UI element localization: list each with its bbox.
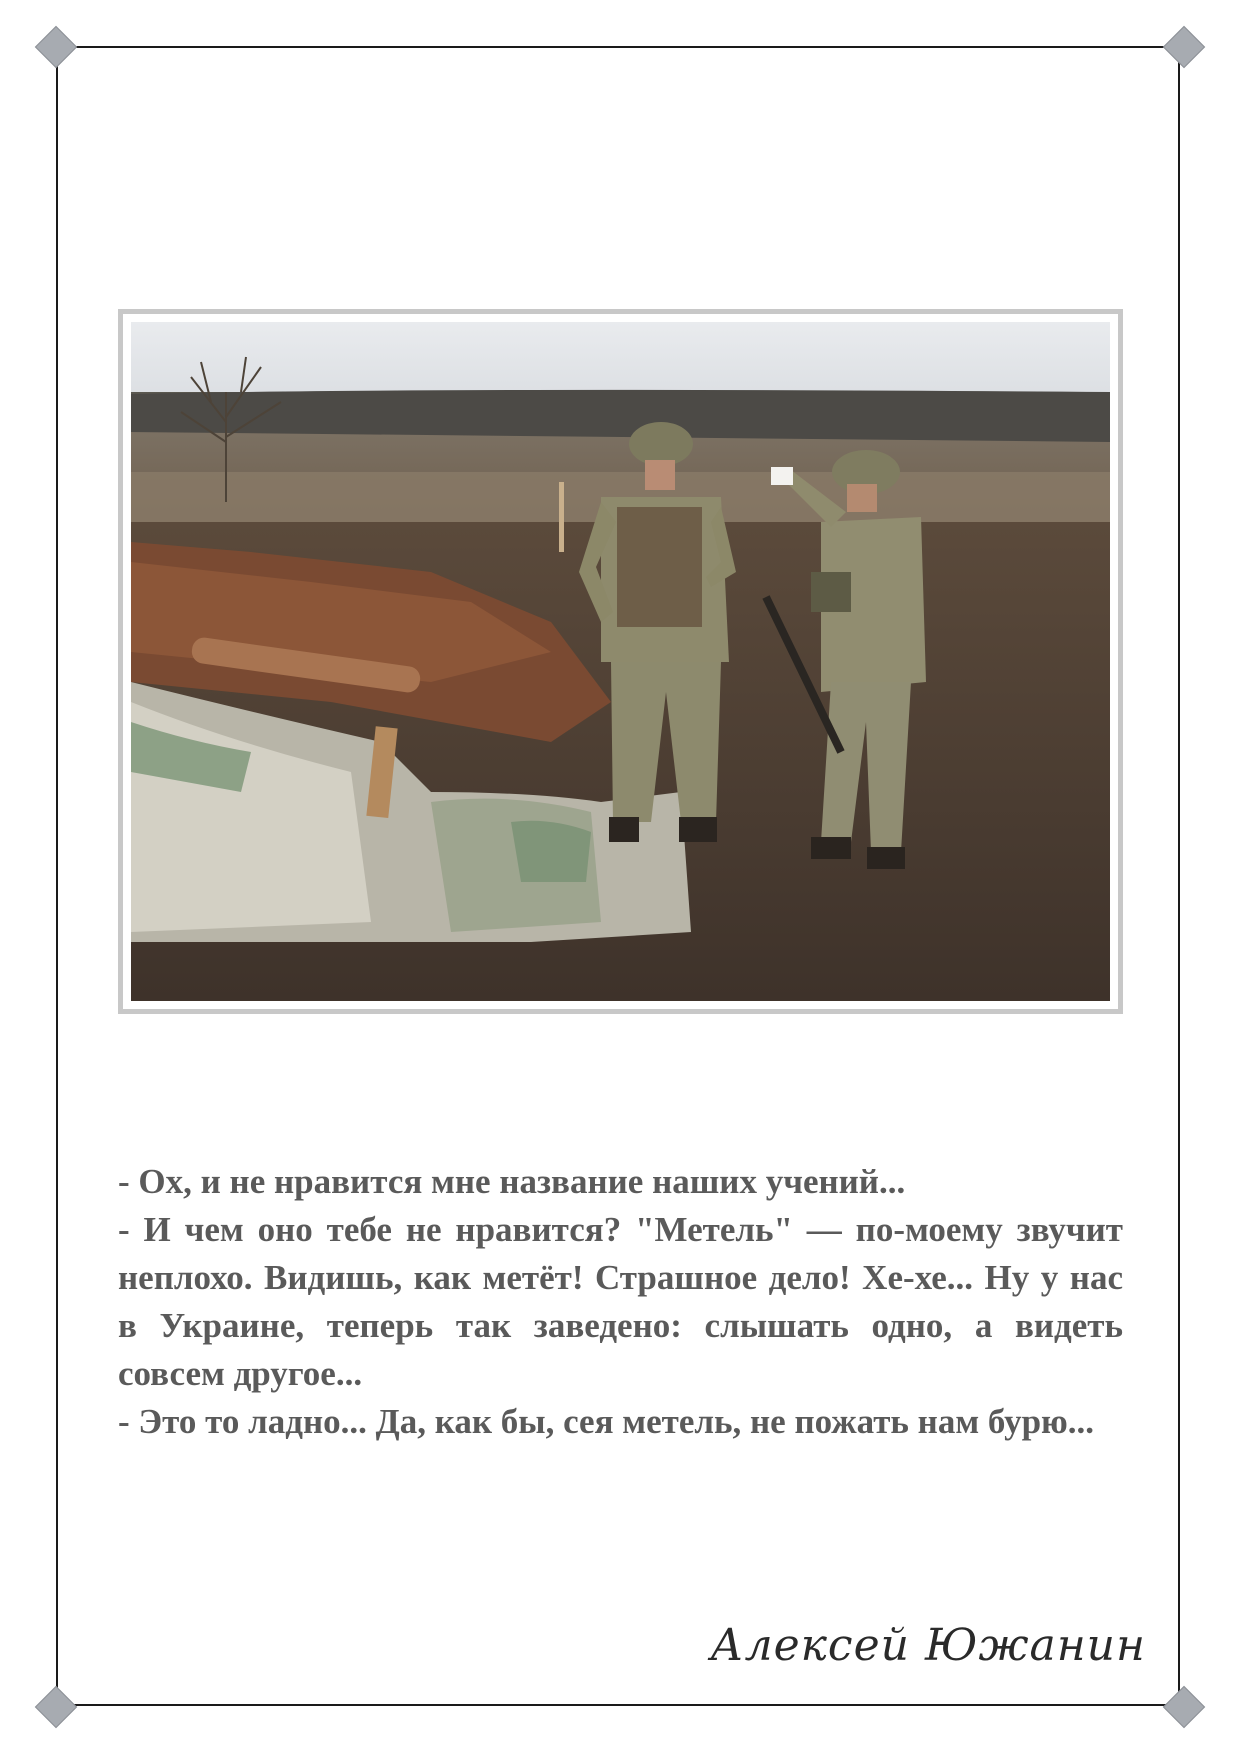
photo-soldiers-in-field xyxy=(131,322,1110,1001)
author-signature: Алексей Южанин xyxy=(710,1620,1146,1671)
dialogue-line-2: - И чем оно тебе не нравится? "Метель" — по-моему звучит неплохо. Видишь, как метёт! Страшное дело! Хе-хе... Ну у нас в Украине, теперь так заведено: слышать одно, а видеть совсем другое... xyxy=(118,1210,1123,1393)
photo-frame xyxy=(118,309,1123,1014)
dialogue-line-1: - Ох, и не нравится мне название наших учений... xyxy=(118,1162,906,1201)
dialogue-line-3: - Это то ладно... Да, как бы, сея метель, не пожать нам бурю... xyxy=(118,1402,1095,1441)
dialogue-text xyxy=(118,1158,1123,1446)
